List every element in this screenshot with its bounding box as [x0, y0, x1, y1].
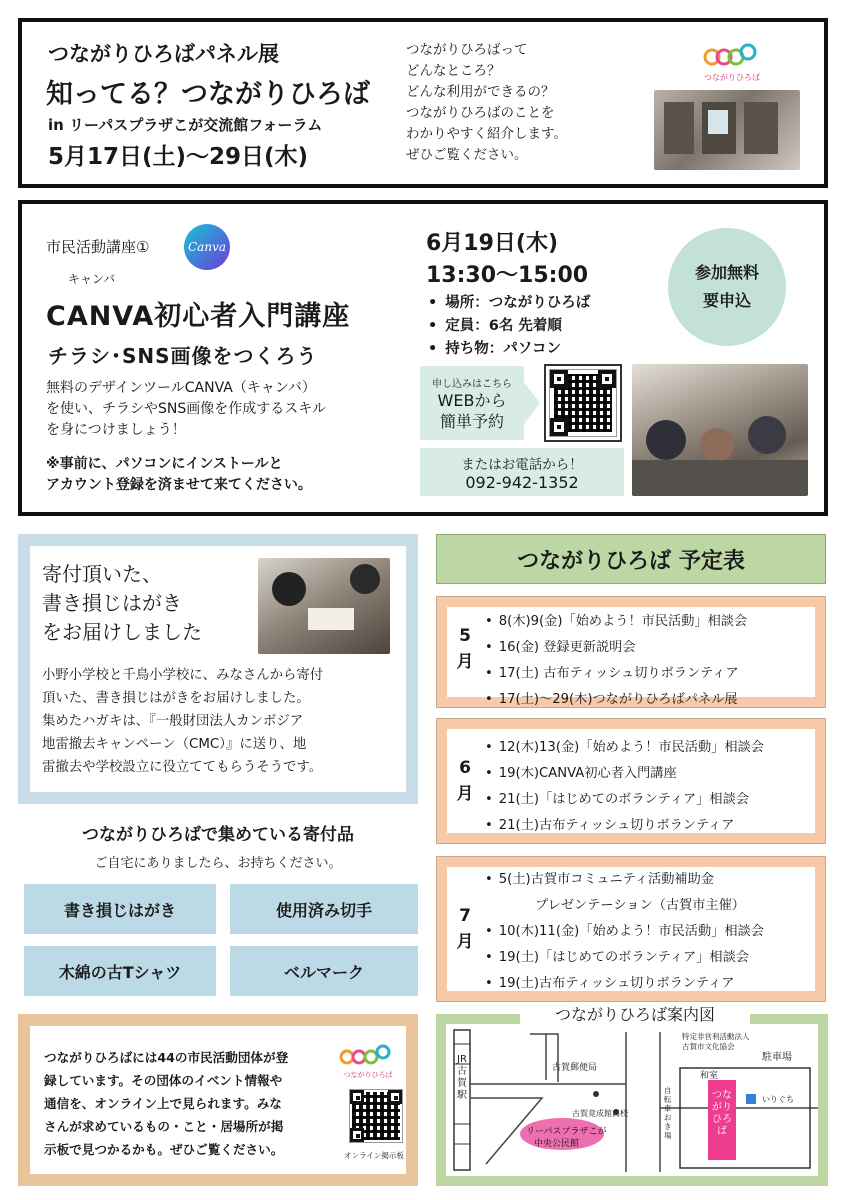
map-label-jr: JR古賀駅 — [457, 1054, 467, 1101]
collect-item-tshirts: 木綿の古Tシャツ — [24, 946, 216, 996]
month-events — [485, 867, 811, 997]
course-title: CANVA初心者入門講座 — [46, 301, 351, 332]
rings-icon — [336, 1044, 400, 1066]
phone-number[interactable]: 092-942-1352 — [465, 472, 579, 492]
month-events — [485, 735, 811, 839]
tsunagari-logo-small: つながりひろば — [336, 1044, 400, 1078]
list-item: • 19(木)CANVA初心者入門講座 — [485, 761, 811, 787]
course-time: 13:30〜15:00 — [426, 263, 589, 288]
web-reserve-button[interactable]: 申し込みはこちら WEBから 簡単予約 — [420, 366, 524, 440]
course-furigana: キャンバ — [68, 272, 116, 286]
map-title: つながりひろば案内図 — [520, 1004, 750, 1026]
list-item: • 21(土)「はじめてのボランティア」相談会 — [485, 787, 811, 813]
map-label-wadou: 和室 — [700, 1071, 719, 1081]
online-body: つながりひろばには44の市民活動団体が登 録しています。その団体のイベント情報や 通信を、オンライン上で見られます。みな さんが求めているもの・こと・居場所が掲 示板で見つかるかも。ぜひご覧ください。 — [44, 1050, 289, 1157]
course-section — [18, 200, 828, 516]
list-item: • 10(木)11(金)「始めよう！市民活動」相談会 — [485, 919, 811, 945]
access-map — [446, 1024, 818, 1176]
map-label-school: 古賀竟成館高校 — [572, 1109, 628, 1118]
month-label: 7 月 — [456, 906, 474, 952]
list-item: • 16(金) 登録更新説明会 — [485, 635, 811, 661]
list-item: • 8(木)9(金)「始めよう！市民活動」相談会 — [485, 609, 811, 635]
month-label: 5 月 — [456, 626, 474, 672]
list-item: • 19(土)「はじめてのボランティア」相談会 — [485, 945, 811, 971]
online-qr-code[interactable] — [350, 1090, 402, 1142]
course-photo — [632, 364, 808, 496]
schedule-title: つながりひろば 予定表 — [436, 534, 826, 584]
list-item: • 21(土)古布ティッシュ切りボランティア — [485, 813, 811, 839]
donation-photo — [258, 558, 390, 654]
exhibit-title2: 知ってる？つながりひろば — [46, 79, 370, 110]
tsunagari-logo: つながりひろば — [702, 42, 762, 80]
course-note: ※事前に、パソコンにインストールと アカウント登録を済ませて来てください。 — [46, 456, 312, 493]
exhibit-section — [18, 18, 828, 188]
schedule-may — [436, 596, 826, 708]
list-item: • 12(木)13(金)「始めよう！市民活動」相談会 — [485, 735, 811, 761]
course-date: 6月19日(木) — [426, 231, 559, 256]
course-qr-code[interactable] — [544, 364, 622, 442]
schedule-july — [436, 856, 826, 1002]
map-label-hiroba: つながりひろば — [712, 1090, 732, 1137]
month-label: 6 月 — [456, 758, 474, 804]
qr-caption: オンライン掲示板 — [344, 1151, 404, 1160]
exhibit-title1: つながりひろばパネル展 — [48, 42, 279, 66]
month-events — [485, 609, 811, 713]
rings-icon — [702, 42, 762, 68]
list-item: • 19(土)古布ティッシュ切りボランティア — [485, 971, 811, 997]
collect-heading: つながりひろばで集めている寄付品 — [82, 825, 354, 845]
exhibit-photo — [654, 90, 800, 170]
map-label-bike: 自転車おき場 — [664, 1086, 672, 1140]
collect-item-stamps: 使用済み切手 — [230, 884, 418, 934]
course-description: 無料のデザインツールCANVA（キャンバ） を使い、チラシやSNS画像を作成するスキル を身につけましょう！ — [46, 380, 327, 438]
list-item: • 17(土) 古布ティッシュ切りボランティア — [485, 661, 811, 687]
donation-heading: 寄付頂いた、 書き損じはがき をお届けしました — [42, 562, 202, 644]
phone-reserve: またはお電話から！ 092-942-1352 — [420, 448, 624, 496]
map-label-post: 古賀郵便局 — [552, 1063, 598, 1073]
exhibit-venue: in リーパスプラザこが交流館フォーラム — [48, 116, 323, 134]
arrow-right-icon — [524, 382, 540, 424]
course-series: 市民活動講座① — [46, 238, 150, 256]
exhibit-dates: 5月17日(土)〜29日(木) — [48, 144, 309, 170]
list-item: • 17(土)〜29(木)つながりひろばパネル展 — [485, 687, 811, 713]
map-label-council: 特定非営利活動法人 古賀市文化協会 — [682, 1032, 750, 1051]
donation-article — [30, 546, 406, 792]
list-item: プレゼンテーション（古賀市主催） — [535, 898, 745, 913]
collect-item-postcards: 書き損じはがき — [24, 884, 216, 934]
map-label-leapas2: 中央公民館 — [534, 1139, 580, 1149]
collect-subheading: ご自宅にありましたら、お持ちください。 — [94, 856, 342, 871]
course-details: • 場所：つながりひろば • 定員：6名 先着順 • 持ち物：パソコン — [428, 292, 590, 361]
course-subtitle: チラシ･SNS画像をつくろう — [48, 344, 318, 368]
exhibit-description: つながりひろばって どんなところ？ どんな利用ができるの？ つながりひろばのことを わかりやすく紹介します。 ぜひご覧ください。 — [406, 42, 567, 163]
map-label-leapas: リーパスプラザこが — [526, 1127, 607, 1137]
online-board-article — [30, 1026, 406, 1174]
schedule-june — [436, 718, 826, 844]
free-badge: 参加無料 要申込 — [668, 228, 786, 346]
map-label-entrance: いりぐち — [762, 1095, 794, 1104]
donation-body: 小野小学校と千鳥小学校に、みなさんから寄付 頂いた、書き損じはがきをお届けしました。 集めたハガキは、『一般財団法人カンボジア 地雷撤去キャンペーン（CMC）』に送り、地 雷撤去や学校設立に役立ててもらうそうです。 — [42, 668, 324, 775]
collect-item-bellmark: ベルマーク — [230, 946, 418, 996]
map-label-parking: 駐車場 — [762, 1052, 792, 1063]
canva-logo-icon: Canva — [184, 224, 230, 270]
list-item: • 5(土)古賀市コミュニティ活動補助金 — [485, 867, 811, 893]
